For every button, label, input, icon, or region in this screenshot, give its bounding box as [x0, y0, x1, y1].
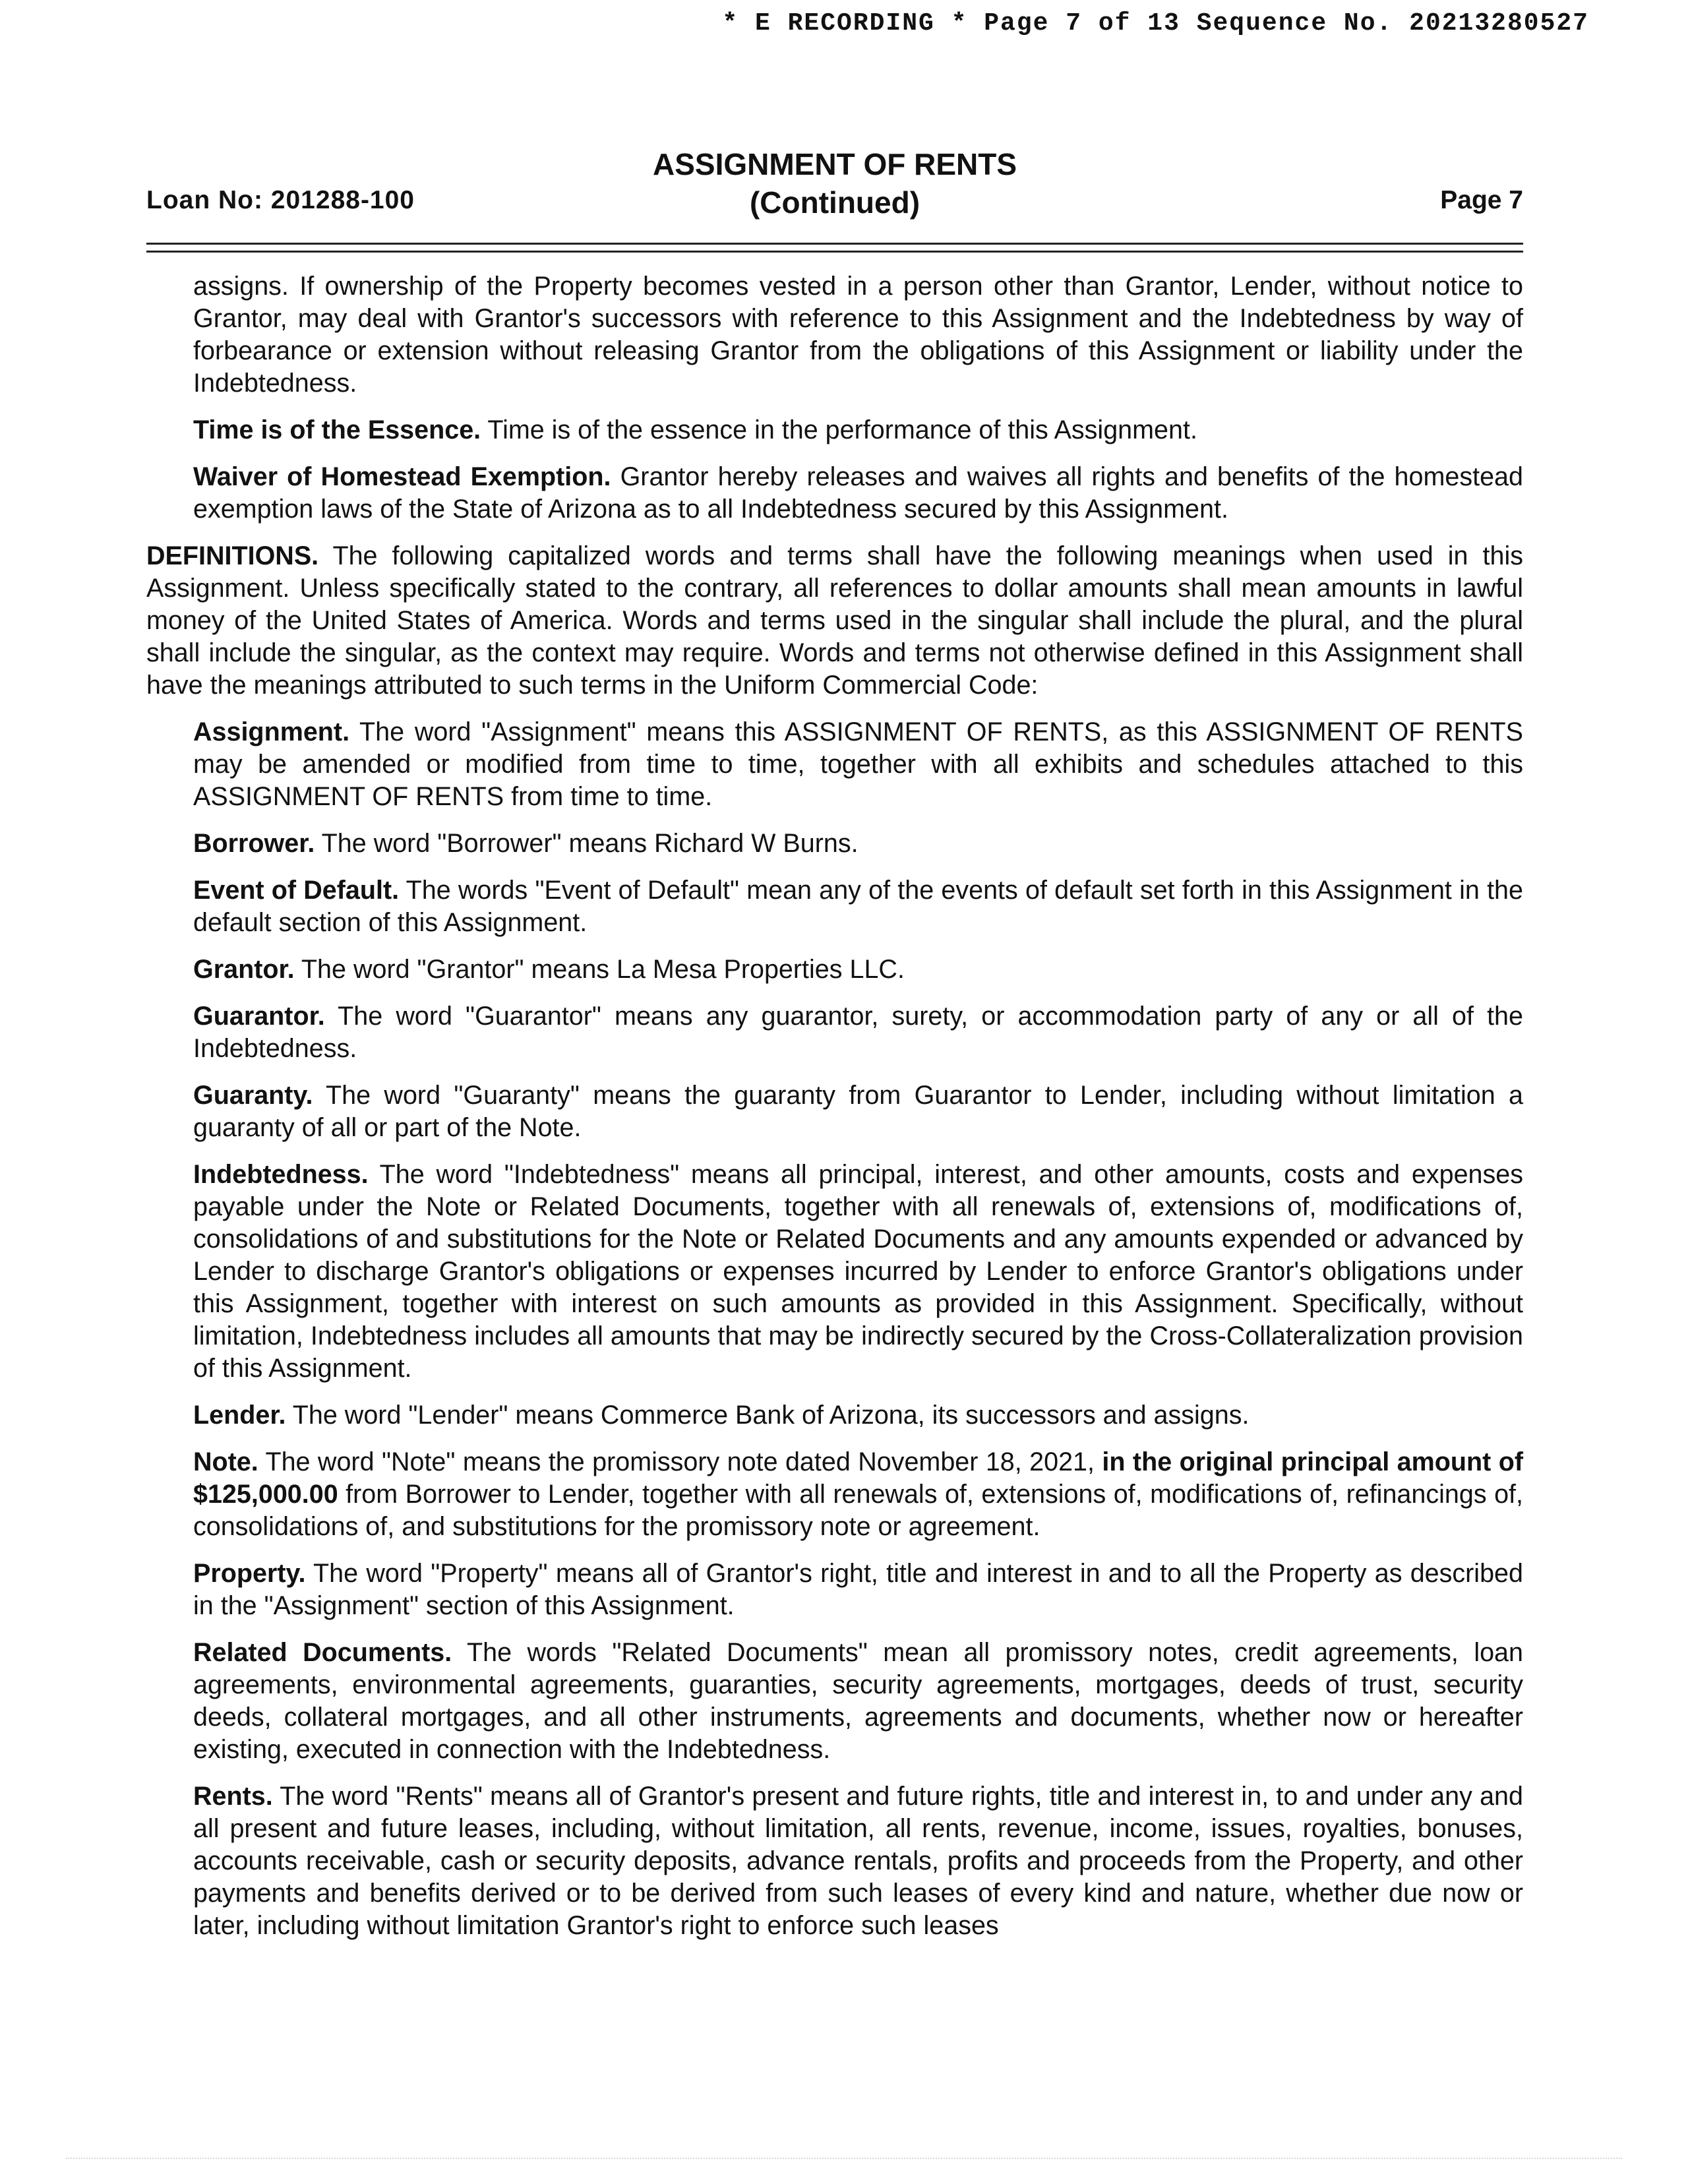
- definition-lender: [193, 1399, 1523, 1432]
- definition-text: The words "Event of Default" mean any of the events of default set forth in this Assignment in the default section of this Assignment.: [193, 876, 1523, 937]
- principal-amount: in the original principal amount of $125,000.00: [193, 1447, 1523, 1509]
- document-subtitle: (Continued): [749, 185, 920, 220]
- definition-note: [193, 1446, 1523, 1543]
- definition-term: Property.: [193, 1559, 306, 1588]
- paragraph-assigns: assigns. If ownership of the Property becomes vested in a person other than Grantor, Lender, without notice to Grantor, may deal with Grantor's successors with reference to this Assignment and the Indebtedness by way of forbearance or extension without releasing Grantor from the obligations of this Assignment or liability under the Indebtedness.: [193, 272, 1523, 398]
- definition-text: The words "Related Documents" mean all promissory notes, credit agreements, loan agreements, environmental agreements, guaranties, security agreements, mortgages, deeds of trust, security deeds, collateral mortgages, and all other instruments, agreements and documents, whether now or hereafter existing, executed in connection with the Indebtedness.: [193, 1638, 1523, 1764]
- section-definitions: [146, 540, 1523, 702]
- definition-borrower: [193, 828, 1523, 860]
- definition-grantor: [193, 954, 1523, 986]
- document-header: [146, 145, 1523, 224]
- definition-guarantor: [193, 1000, 1523, 1065]
- definition-guaranty: [193, 1079, 1523, 1144]
- clause-text: Grantor hereby releases and waives all rights and benefits of the homestead exemption laws of the State of Arizona as to all Indebtedness secured by this Assignment.: [193, 462, 1523, 524]
- definition-term: Related Documents.: [193, 1638, 452, 1667]
- document-title: ASSIGNMENT OF RENTS: [652, 147, 1017, 181]
- definition-text-cont: from Borrower to Lender, together with all renewals of, extensions of, modifications of, refinancings of, consolidations of, and substitutions for the promissory note or agreement.: [193, 1480, 1523, 1541]
- document-title-block: [146, 145, 1523, 222]
- definition-assignment: [193, 716, 1523, 813]
- clause-homestead: [193, 461, 1523, 526]
- clause-time-essence: [193, 414, 1523, 446]
- definition-text: The word "Rents" means all of Grantor's present and future rights, title and interest in, to and under any and all present and future leases, including, without limitation, all rents, revenue, income, issues, royalties, bonuses, accounts receivable, cash or security deposits, advance rentals, profits and proceeds from the Property, and other payments and benefits derived or to be derived from such leases of every kind and nature, whether due now or later, including without limitation Grantor's right to enforce such leases: [193, 1782, 1523, 1940]
- page-number: Page 7: [1440, 186, 1523, 214]
- header-rule-top: [146, 243, 1523, 245]
- section-heading: DEFINITIONS.: [146, 541, 319, 570]
- definition-text: The word "Guarantor" means any guarantor, surety, or accommodation party of any or all of the Indebtedness.: [193, 1002, 1523, 1063]
- definition-text: The word "Grantor" means La Mesa Properties LLC.: [294, 955, 905, 984]
- definition-event-of-default: [193, 874, 1523, 939]
- definition-term: Guarantor.: [193, 1002, 325, 1031]
- scan-artifact-line: [66, 2158, 1622, 2166]
- section-text: The following capitalized words and terms shall have the following meanings when used in this Assignment. Unless specifically stated to the contrary, all references to dollar amounts shall mean amounts in lawful money of the United States of America. Words and terms used in the singular shall include the plural, and the plural shall include the singular, as the context may require. Words and terms not otherwise defined in this Assignment shall have the meanings attributed to such terms in the Uniform Commercial Code:: [146, 541, 1523, 700]
- header-rule-bottom: [146, 251, 1523, 253]
- definition-term: Rents.: [193, 1782, 273, 1811]
- definition-term: Borrower.: [193, 829, 315, 858]
- definition-rents: [193, 1780, 1523, 1942]
- definition-term: Indebtedness.: [193, 1160, 369, 1189]
- definition-text: The word "Borrower" means Richard W Burns.: [315, 829, 859, 858]
- definition-text: The word "Property" means all of Grantor's right, title and interest in and to all the Property as described in the "Assignment" section of this Assignment.: [193, 1559, 1523, 1620]
- definition-text: The word "Note" means the promissory note dated November 18, 2021,: [258, 1447, 1102, 1476]
- clause-term: Waiver of Homestead Exemption.: [193, 462, 611, 491]
- definition-term: Assignment.: [193, 717, 350, 746]
- loan-number: Loan No: 201288-100: [146, 186, 415, 214]
- recording-stamp: * E RECORDING * Page 7 of 13 Sequence No. 20213280527: [722, 9, 1589, 38]
- definition-text: The word "Assignment" means this ASSIGNMENT OF RENTS, as this ASSIGNMENT OF RENTS may be amended or modified from time to time, together with all exhibits and schedules attached to this ASSIGNMENT OF RENTS from time to time.: [193, 717, 1523, 811]
- definition-term: Guaranty.: [193, 1081, 313, 1110]
- definition-related-documents: [193, 1637, 1523, 1766]
- definition-property: [193, 1558, 1523, 1622]
- definition-text: The word "Lender" means Commerce Bank of Arizona, its successors and assigns.: [286, 1401, 1250, 1430]
- document-body: [146, 270, 1523, 1957]
- definition-term: Grantor.: [193, 955, 295, 984]
- definition-text: The word "Guaranty" means the guaranty from Guarantor to Lender, including without limitation a guaranty of all or part of the Note.: [193, 1081, 1523, 1142]
- definition-term: Note.: [193, 1447, 258, 1476]
- definition-term: Event of Default.: [193, 876, 400, 905]
- definition-term: Lender.: [193, 1401, 286, 1430]
- clause-term: Time is of the Essence.: [193, 415, 481, 444]
- definition-text: The word "Indebtedness" means all principal, interest, and other amounts, costs and expenses payable under the Note or Related Documents, together with all renewals of, extensions of, modifications of, consolidations of and substitutions for the Note or Related Documents and any amounts expended or advanced by Lender to discharge Grantor's obligations or expenses incurred by Lender to enforce Grantor's obligations under this Assignment, together with interest on such amounts as provided in this Assignment. Specifically, without limitation, Indebtedness includes all amounts that may be indirectly secured by the Cross-Collateralization provision of this Assignment.: [193, 1160, 1523, 1383]
- clause-text: Time is of the essence in the performance of this Assignment.: [481, 415, 1197, 444]
- definition-indebtedness: [193, 1159, 1523, 1385]
